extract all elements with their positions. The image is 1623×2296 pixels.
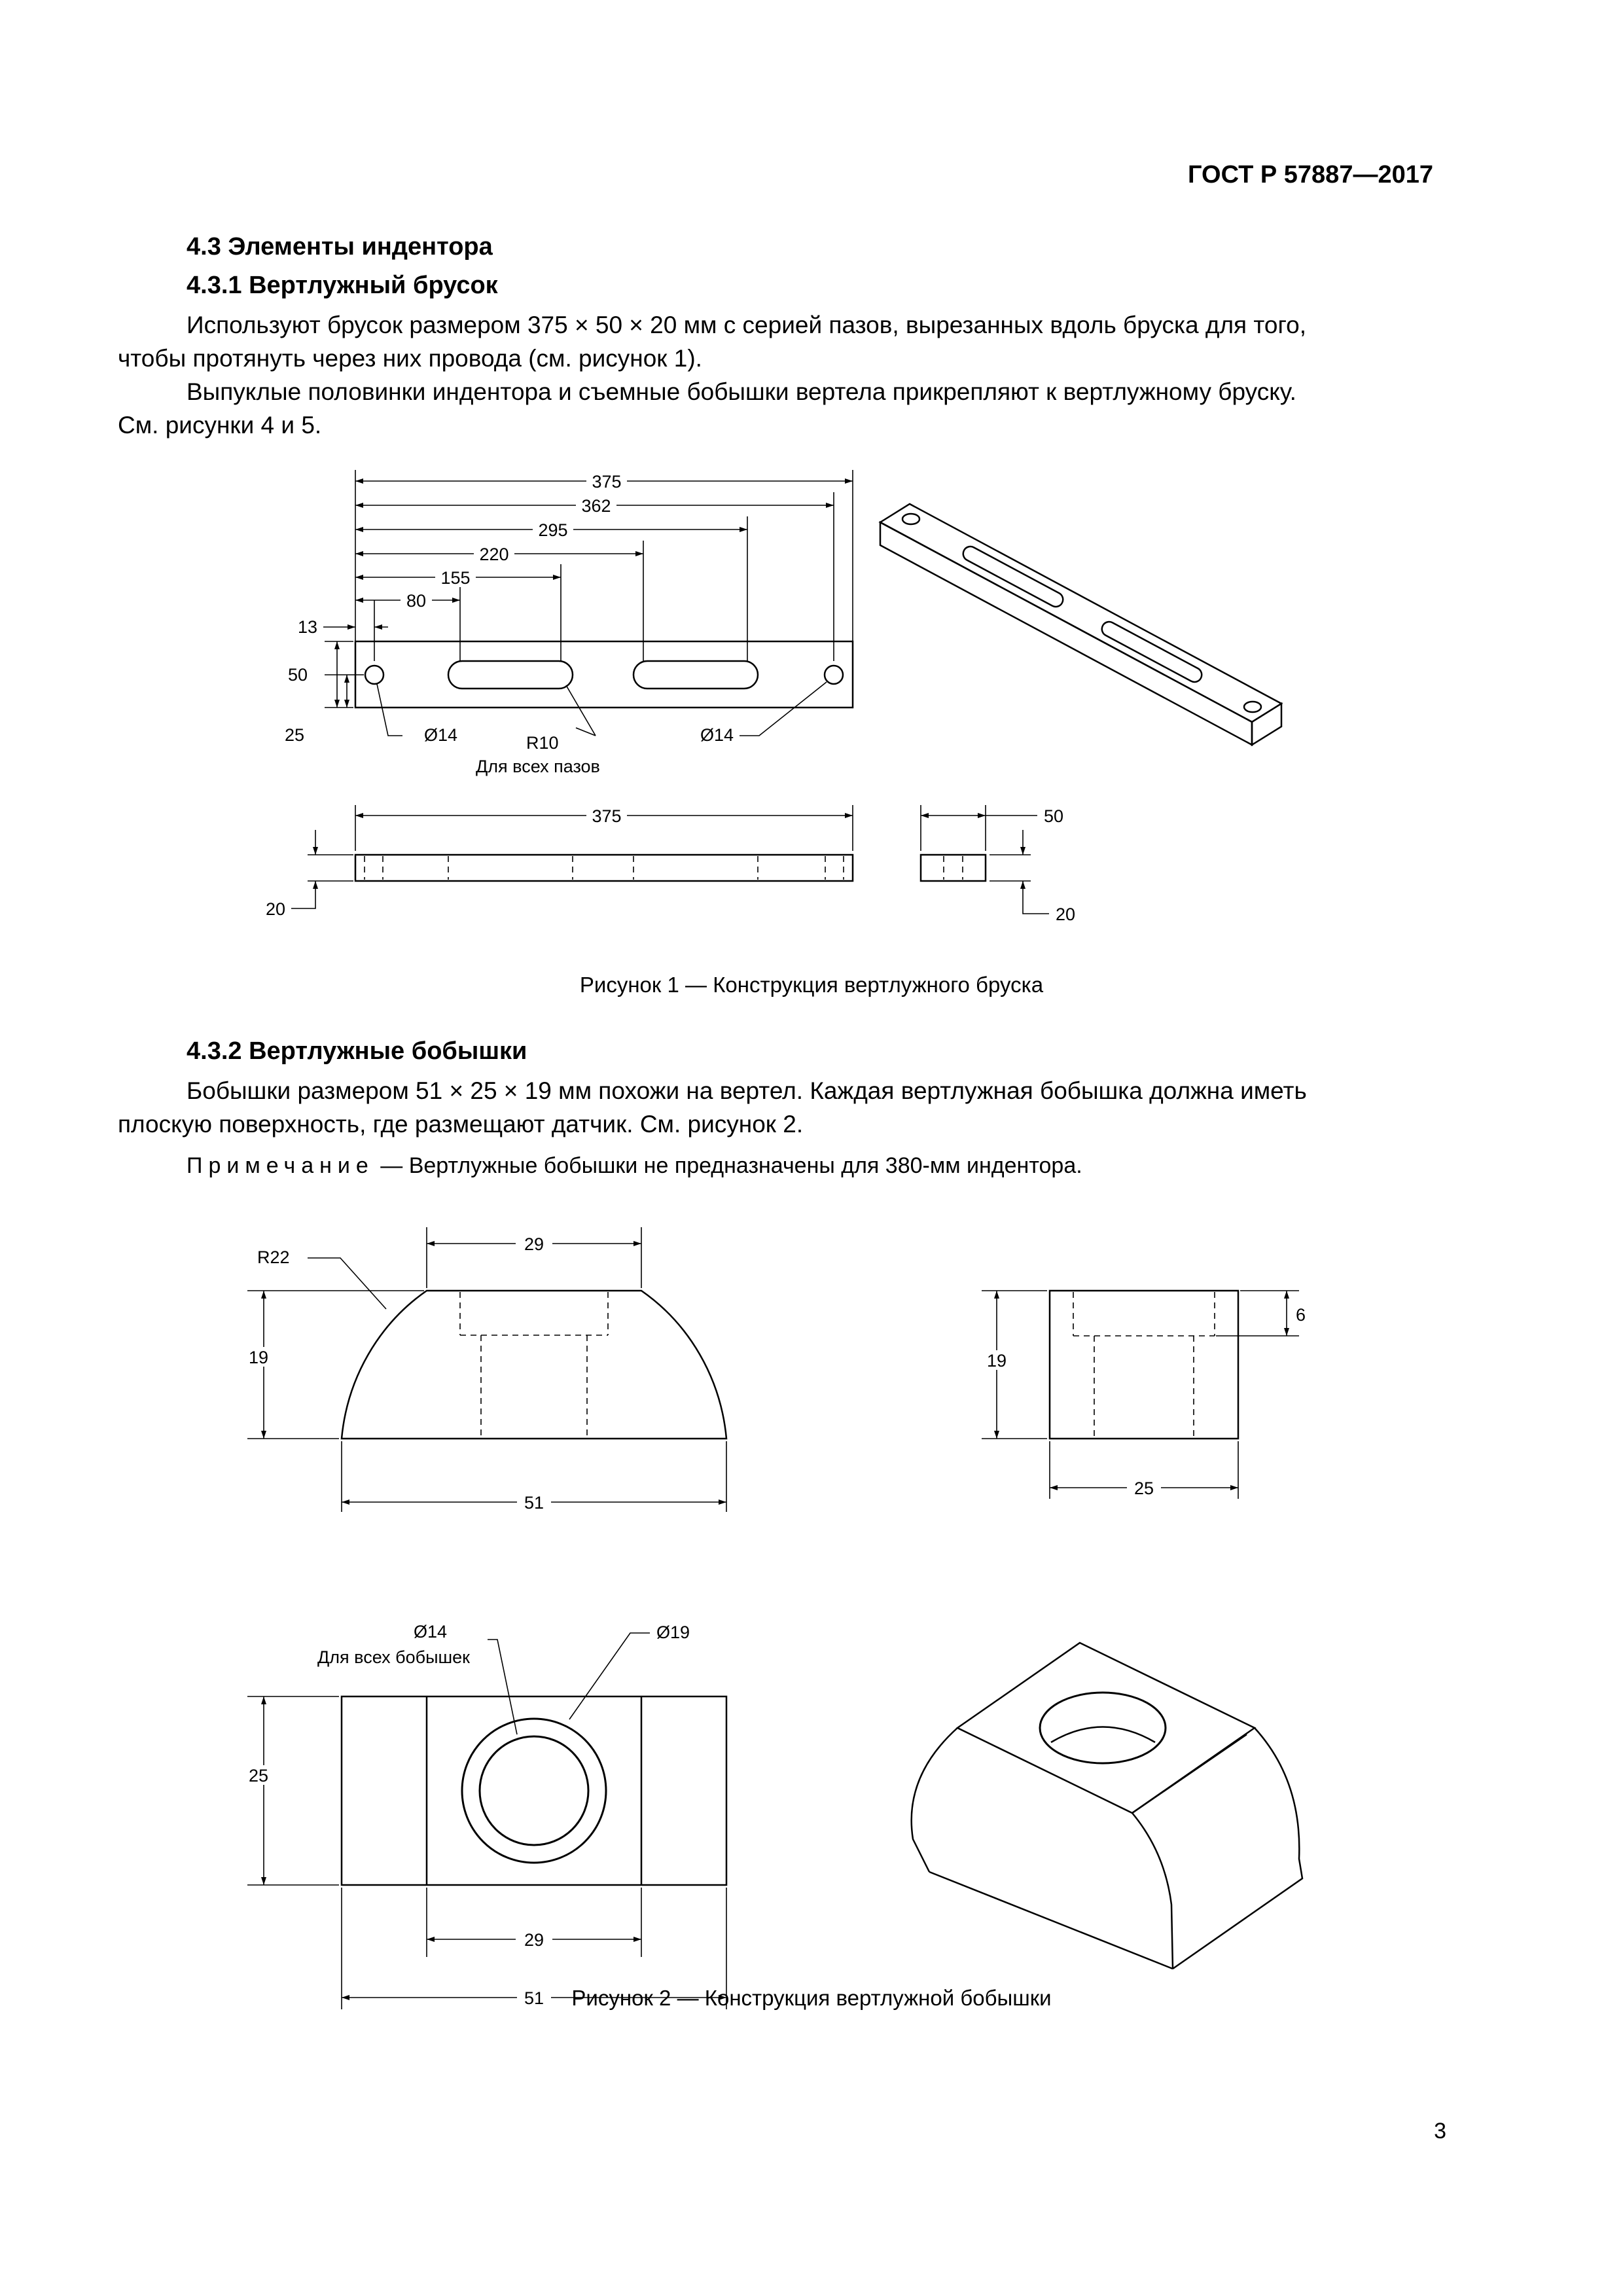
end-dim-20: 20 [1056,905,1076,924]
label-radius-note: Для всех пазов [476,757,600,776]
dim-220: 220 [479,545,509,564]
paragraph-line: См. рисунки 4 и 5. [118,412,322,439]
paragraph-line: Используют брусок размером 375 × 50 × 20 мм с серией пазов, вырезанных вдоль бруска для того, [187,312,1306,338]
side-dim-375: 375 [592,806,622,826]
figure-2-boss-plan-view [245,1622,726,2009]
side-dim-20: 20 [266,899,286,919]
label-hole-left: Ø14 [424,725,458,745]
label-d14: Ø14 [414,1622,448,1641]
figure-2-boss-front-view [245,1227,726,1513]
boss-dim-51: 51 [524,1493,544,1513]
dim-50: 50 [288,665,308,685]
section-heading-4-3-1: 4.3.1 Вертлужный брусок [187,272,498,299]
dim-155: 155 [440,568,471,588]
side-dim-6: 6 [1296,1305,1306,1325]
label-hole-right: Ø14 [700,725,734,745]
paragraph-line: чтобы протянуть через них провода (см. рисунок 1). [118,345,702,372]
dim-25: 25 [285,725,305,745]
label-d19: Ø19 [656,1623,690,1642]
section-heading-4-3-2: 4.3.2 Вертлужные бобышки [187,1037,527,1065]
side-dim-19: 19 [986,1351,1007,1371]
paragraph-line: Выпуклые половинки индентора и съемные бобышки вертела прикрепляют к вертлужному бруску. [187,378,1296,405]
figure-1-bar-front-view [355,641,853,708]
plan-dim-51: 51 [524,1988,544,2008]
figure-2-boss-isometric [912,1643,1302,1969]
figure-1-bar-end-view [921,805,1075,924]
dim-362: 362 [581,496,611,516]
document-header: ГОСТ Р 57887—2017 [1188,161,1433,188]
plan-dim-29: 29 [524,1930,544,1950]
boss-dim-29-top: 29 [524,1234,544,1254]
paragraph-line: плоскую поверхность, где размещают датчик. См. рисунок 2. [118,1111,804,1138]
figure-1-caption: Рисунок 1 — Конструкция вертлужного бруска [579,973,1044,997]
note-label: Примечание [187,1153,374,1178]
end-dim-50: 50 [1044,806,1064,826]
section-heading-4-3: 4.3 Элементы индентора [187,233,493,260]
dim-80: 80 [406,591,427,611]
paragraph-line: Бобышки размером 51 × 25 × 19 мм похожи на вертел. Каждая вертлужная бобышка должна иметь [187,1077,1307,1104]
figure-1-bar-isometric [880,504,1281,745]
dim-375: 375 [592,472,622,492]
label-radius: R10 [526,733,559,753]
note-text: — Вертлужные бобышки не предназначены для 380-мм индентора. [374,1153,1082,1178]
label-d14-note: Для всех бобышек [317,1647,470,1667]
figure-1-bar-side-view [266,805,853,919]
figure-2-boss-side-view [982,1291,1306,1499]
dim-295: 295 [538,520,568,540]
boss-dim-r22: R22 [257,1247,290,1267]
page-number: 3 [1434,2119,1446,2144]
figure-1-dimension-labels [285,471,627,745]
figure-2-caption: Рисунок 2 — Конструкция вертлужной бобышки [571,1986,1052,2010]
plan-dim-25: 25 [248,1766,269,1785]
boss-dim-19: 19 [248,1348,269,1367]
side-dim-25: 25 [1133,1479,1154,1498]
dim-13: 13 [298,617,318,637]
